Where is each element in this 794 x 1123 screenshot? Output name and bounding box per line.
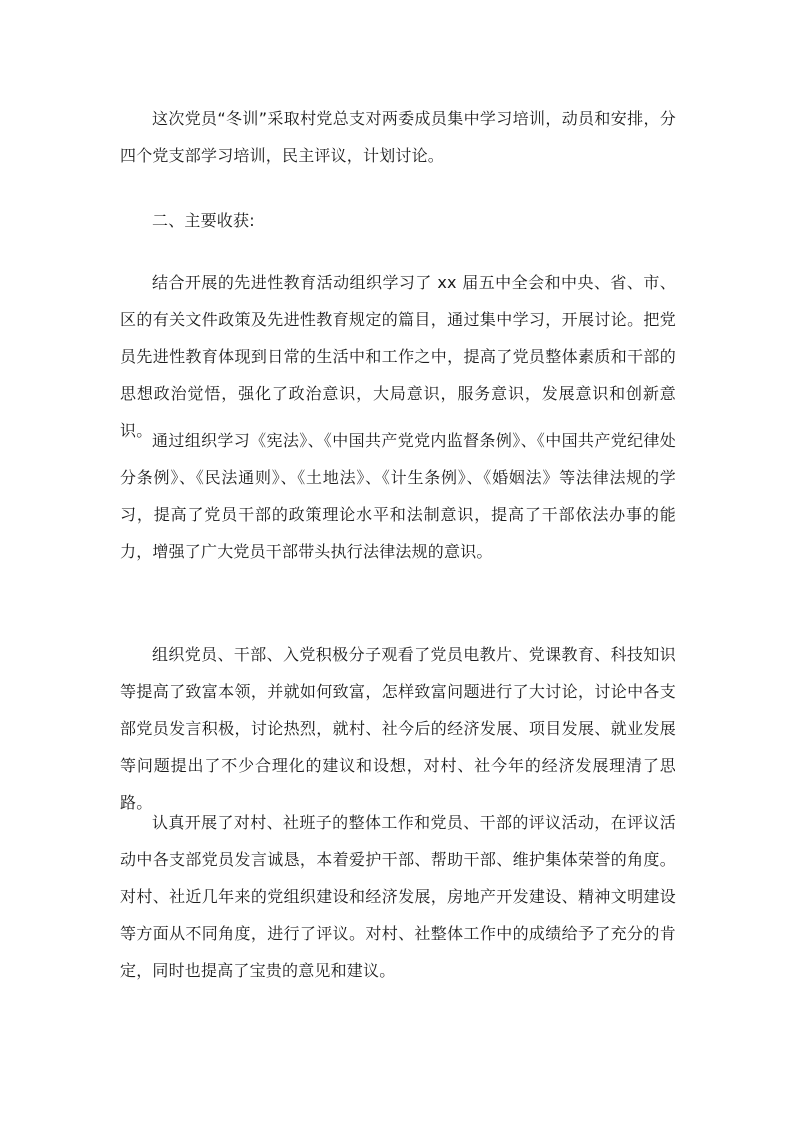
paragraph-law-study: 通过组织学习《宪法》、《中国共产党党内监督条例》、《中国共产党纪律处分条例》、《民法通则》、《土地法》、《计生条例》、《婚姻法》等法律法规的学习，提高了党员干部的政策理论水平和法制意识，提高了干部依法办事的能力，增强了广大党员干部带头执行法律法规的意识。	[120, 431, 676, 561]
section-heading-main-gains: 二、主要收获:	[152, 211, 255, 230]
paragraph-study-activities: 结合开展的先进性教育活动组织学习了 xx 届五中全会和中央、省、市、区的有关文件政策及先进性教育规定的篇目，通过集中学习，开展讨论。把党员先进性教育体现到日常的生活中和工作之中，提高了党员整体素质和干部的思想政治觉悟，强化了政治意识，大局意识，服务意识，发展意识和创新意识。	[120, 273, 676, 440]
paragraph-education-films: 组织党员、干部、入党积极分子观看了党员电教片、党课教育、科技知识等提高了致富本领，并就如何致富，怎样致富问题进行了大讨论，讨论中各支部党员发言积极，讨论热烈，就村、社今后的经济发展、项目发展、就业发展等问题提出了不少合理化的建议和设想，对村、社今年的经济发展理清了思路。	[120, 645, 676, 812]
paragraph-evaluation: 认真开展了对村、社班子的整体工作和党员、干部的评议活动，在评议活动中各支部党员发言诚恳，本着爱护干部、帮助干部、维护集体荣誉的角度。对村、社近几年来的党组织建设和经济发展，房地产开发建设、精神文明建设等方面从不同角度，进行了评议。对村、社整体工作中的成绩给予了充分的肯定，同时也提高了宝贵的意见和建议。	[120, 813, 676, 980]
paragraph-winter-training: 这次党员“冬训”采取村党总支对两委成员集中学习培训，动员和安排，分四个党支部学习培训，民主评议，计划讨论。	[120, 109, 676, 165]
